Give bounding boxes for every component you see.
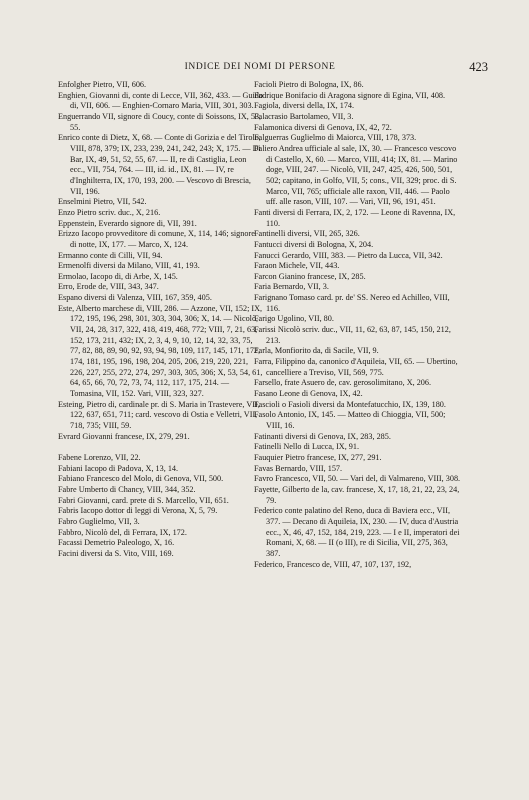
index-entry: Este, Alberto marchese di, VIII, 286. — Azzone, VII, 152; IX, 172, 195, 196, 298, 301, 303, 304, 306; X, 14. — Nicolò, VII, 24, 28, 317, 322, 418, 419, 468, 772; VIII, 7, 21, 63, 152, 173, 211, 432; IX, 2, 3, 4, 9, 10, 12, 14, 32, 33, 75, 77, 82, 88, 89, 90, 92, 93, 94, 98, 109, 117, 145, 171, 172, 174, 181, 195, 196, 198, 204, 205, 206, 219, 220, 221, 226, 227, 255, 272, 274, 297, 303, 305, 306; X, 53, 54, 61, 64, 65, 66, 70, 72, 73, 74, 112, 117, 175, 214. — Tomasina, VII, 152. Vari, VIII, 323, 327. [58,303,263,399]
index-entry: Fanti diversi di Ferrara, IX, 2, 172. — Leone di Ravenna, IX, 110. [254,207,456,228]
index-entry: Fatinelli Nello di Lucca, IX, 91. [254,442,360,452]
index-entry: Erro, Erode de, VIII, 343, 347. [58,282,159,292]
index-entry: Farra, Filippino da, canonico d'Aquileia, VII, 65. — Ubertino, cancelliere a Treviso, VII, 569, 775. [254,357,458,377]
index-entry: Erizzo Iacopo provveditore di comune, X, 114, 146; signore di notte, IX, 177. — Marco, X, 124. [58,229,255,249]
index-entry: Fabro Guglielmo, VII, 3. [58,516,140,526]
letter-section-gap [58,442,263,453]
index-entry: Farla, Monfiorito da, di Sacile, VII, 9. [254,346,379,356]
index-entry: Enselmini Pietro, VII, 542. [58,197,147,207]
index-entry: Fadrique Bonifacio di Aragona signore di Egina, VII, 408. [254,90,446,100]
index-entry: Favro Francesco, VII, 50. — Vari del, di Valmareno, VIII, 308. [254,474,461,484]
index-entry: Fasano Leone di Genova, IX, 42. [254,389,363,399]
index-entry: Esteing, Pietro di, cardinale pr. di S. Maria in Trastevere, VII, 122, 637, 651, 711; card. vescovo di Ostia e Velletri, VII, 718, 735; VIII, 59. [58,399,260,430]
index-entry: Falacrasio Bartolameo, VII, 3. [254,111,354,121]
index-entry: Falguerras Guglielmo di Maiorca, VIII, 178, 373. [254,133,417,143]
index-entry: Fabene Lorenzo, VII, 22. [58,452,141,462]
index-entry: Fabre Umberto di Chancy, VIII, 344, 352. [58,484,196,494]
index-entry: Fabri Giovanni, card. prete di S. Marcello, VII, 651. [58,495,229,505]
index-entry: Facioli Pietro di Bologna, IX, 86. [254,80,364,89]
index-entry: Enghien, Giovanni di, conte di Lecce, VII, 362, 433. — Guido di, VII, 606. — Enghien-Cornaro Maria, VIII, 301, 303. [58,90,263,111]
index-entry: Facassi Demetrio Paleologo, X, 16. [58,538,175,548]
index-entry: Enrico conte di Dietz, X, 68. — Conte di Gorizia e del Tirolo, VIII, 878, 379; IX, 233, 239, 241, 242, 243; X, 175. — Di Bar, IX, 49, 51, 52, 55, 67. — II, re di Castiglia, Leon ecc., VII, 754, 764. — III, id. id., IX, 81. — IV, re d'Inghilterra, IX, 170, 193, 200. — Vescovo di Brescia, VII, 196. [58,133,261,196]
index-entry: Favas Bernardo, VIII, 157. [254,463,343,473]
index-entry: Federico conte palatino del Reno, duca di Baviera ecc., VII, 377. — Decano di Aquileia, IX, 230. — IV, duca d'Austria ecc., X, 46, 47, 152, 184, 219, 223. — I e II, imperatori dei Romani, X, 68. — II (o III), re di Sicilia, VII, 275, 363, 387. [254,506,460,558]
index-column-right [254,80,463,570]
index-entry: Fanucci Gerardo, VIII, 383. — Pietro da Lucca, VII, 342. [254,250,443,260]
index-entry: Ermolao, Iacopo di, di Arbe, X, 145. [58,271,178,281]
page-header [60,60,488,76]
index-entry: Eppenstein, Everardo signore di, VII, 391. [58,218,197,228]
index-entry: Fabris Iacopo dottor di leggi di Verona, X, 5, 79. [58,506,218,516]
index-entry: Farcon Gianino francese, IX, 285. [254,271,366,281]
index-entry: Ermanno conte di Cilli, VII, 94. [58,250,163,260]
index-entry: Enguerrando VII, signore di Coucy, conte di Soissons, IX, 53, 55. [58,111,262,132]
index-entry: Fantinelli diversi, VII, 265, 326. [254,229,360,239]
index-entry: Fayette, Gilberto de la, cav. francese, X, 17, 18, 21, 22, 23, 24, 79. [254,484,460,505]
index-entry: Fabiani Iacopo di Padova, X, 13, 14. [58,463,179,473]
index-entry: Fabiano Francesco del Molo, di Genova, VII, 500. [58,474,224,484]
index-entry: Fabbro, Nicolò del, di Ferrara, IX, 172. [58,527,187,537]
index-entry: Farigo Ugolino, VII, 80. [254,314,334,324]
index-entry: Enzo Pietro scriv. duc., X, 216. [58,207,161,217]
index-entry: Falamonica diversi di Genova, IX, 42, 72. [254,122,392,132]
index-entry: Fantucci diversi di Bologna, X, 204. [254,239,374,249]
index-entry: Farsello, frate Asuero de, cav. gerosolimitano, X, 206. [254,378,432,388]
running-title: INDICE DEI NOMI DI PERSONE [184,62,336,72]
index-entry: Ermenolfi diversi da Milano, VIII, 41, 193. [58,261,200,271]
index-entry: Faria Bernardo, VII, 3. [254,282,329,292]
index-entry: Evrard Giovanni francese, IX, 279, 291. [58,431,190,441]
index-entry: Fasolo Antonio, IX, 145. — Matteo di Chioggia, VII, 500; VIII, 16. [254,410,446,430]
index-column-left [58,80,263,560]
index-entry: Facini diversi da S. Vito, VIII, 169. [58,548,174,558]
index-entry: Fascioli o Fasioli diversi da Montefatucchio, IX, 139, 180. [254,399,446,409]
index-entry: Farissi Nicolò scriv. duc., VII, 11, 62, 63, 87, 145, 150, 212, 213. [254,325,451,345]
index-entry: Fagiola, diversi della, IX, 174. [254,101,355,111]
index-entry: Fatinanti diversi di Genova, IX, 283, 285. [254,431,391,441]
index-entry: Espano diversi di Valenza, VIII, 167, 359, 405. [58,293,212,303]
index-entry: Fauquier Pietro francese, IX, 277, 291. [254,452,382,462]
index-entry: Farignano Tomaso card. pr. de' SS. Nereo ed Achilleo, VIII, 116. [254,293,450,313]
page-number: 423 [469,60,488,74]
index-entry: Faliero Andrea ufficiale al sale, IX, 30. — Francesco vescovo di Castello, X, 60. — Marco, VIII, 414; IX, 81. — Marino doge, VIII, 247. — Nicolò, VII, 247, 425, 426, 500, 501, 502; capitano, in Golfo, VII, 5; cons., VII, 329; proc. di S. Marco, VII, 765; ufficiale alle raxon, VII, 446. — Paolo uff. alle rason, VIII, 107. — Vari, VII, 96, 191, 451. [254,143,458,207]
index-entry: Federico, Francesco de, VIII, 47, 107, 137, 192, [254,559,412,569]
index-entry: Faraon Michele, VII, 443. [254,261,340,271]
index-entry: Enfolgher Pietro, VII, 606. [58,80,147,89]
